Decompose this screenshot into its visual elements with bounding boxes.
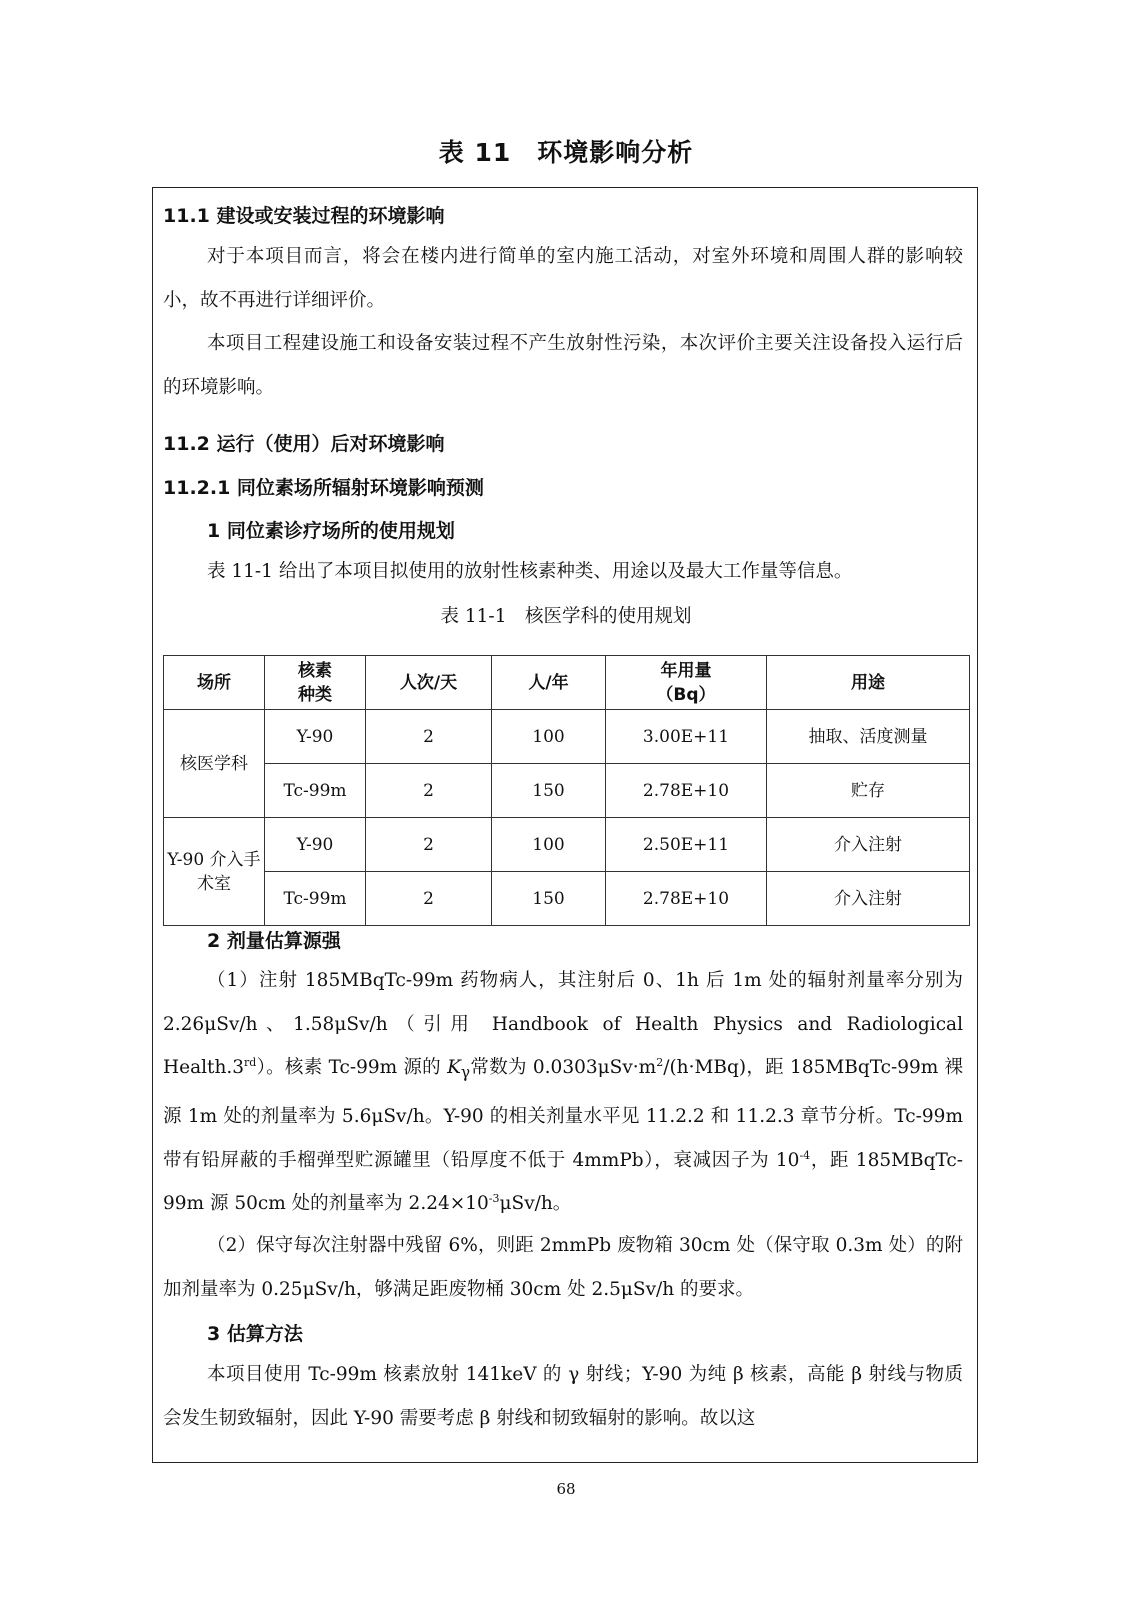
- text-run: μSv/h。: [499, 1193, 572, 1215]
- page-title: 表 11 环境影响分析: [438, 138, 694, 167]
- cell-annual: 2.50E+11: [606, 818, 767, 872]
- cell-per-day: 2: [366, 872, 492, 926]
- table-row: [164, 710, 970, 764]
- header-use: 用途: [767, 656, 970, 710]
- text-run: ）。核素 Tc-99m 源的: [256, 1057, 448, 1078]
- section-heading-11-1: 11.1 建设或安装过程的环境影响: [163, 205, 445, 227]
- table-row: [164, 872, 970, 926]
- cell-annual: 2.78E+10: [606, 764, 767, 818]
- cell-use: 抽取、活度测量: [767, 710, 970, 764]
- cell-annual: 2.78E+10: [606, 872, 767, 926]
- item-heading-3: 3 估算方法: [207, 1323, 303, 1345]
- paragraph-source-strength-1: [163, 959, 963, 1226]
- superscript: -4: [799, 1148, 811, 1162]
- paragraph-item1: 表 11-1 给出了本项目拟使用的放射性核素种类、用途以及最大工作量等信息。: [207, 561, 853, 582]
- header-site: 场所: [164, 656, 265, 710]
- paragraph-11-1-a: 对于本项目而言，将会在楼内进行简单的室内施工活动，对室外环境和周围人群的影响较小，故不再进行详细评价。: [163, 246, 963, 311]
- header-per-year: 人/年: [492, 656, 606, 710]
- superscript: 2: [656, 1055, 664, 1069]
- subsection-heading-11-2-1: 11.2.1 同位素场所辐射环境影响预测: [163, 477, 484, 499]
- superscript: -3: [488, 1192, 500, 1206]
- cell-nuclide: Tc-99m: [265, 872, 366, 926]
- table-header-row: [164, 656, 970, 710]
- item-heading-1: 1 同位素诊疗场所的使用规划: [207, 520, 455, 542]
- subscript: γ: [460, 1063, 471, 1082]
- paragraph-method: 本项目使用 Tc-99m 核素放射 141keV 的 γ 射线；Y-90 为纯 β 核素，高能 β 射线与物质会发生韧致辐射，因此 Y-90 需要考虑 β 射线和韧致辐射的影响。故以这: [163, 1364, 963, 1429]
- cell-per-year: 150: [492, 764, 606, 818]
- header-nuclide-line2: 种类: [298, 684, 332, 705]
- cell-use: 介入注射: [767, 872, 970, 926]
- table-row: [164, 818, 970, 872]
- header-annual-line1: 年用量: [660, 660, 712, 681]
- cell-nuclide: Tc-99m: [265, 764, 366, 818]
- cell-per-day: 2: [366, 818, 492, 872]
- cell-nuclide: Y-90: [265, 710, 366, 764]
- cell-use: 贮存: [767, 764, 970, 818]
- cell-per-year: 100: [492, 818, 606, 872]
- item-heading-2: 2 剂量估算源强: [207, 930, 341, 952]
- text-run: ，距 185MBqTc-99m 源 50cm 处的剂量率为 2.24×10: [163, 1149, 964, 1215]
- paragraph-source-strength-2: （2）保守每次注射器中残留 6%，则距 2mmPb 废物箱 30cm 处（保守取 0.3m 处）的附加剂量率为 0.25μSv/h，够满足距废物桶 30cm 处 2.5μSv/h 的要求。: [163, 1235, 963, 1300]
- cell-per-year: 150: [492, 872, 606, 926]
- section-heading-11-2: 11.2 运行（使用）后对环境影响: [163, 433, 445, 455]
- page-number: 68: [556, 1480, 576, 1498]
- paragraph-11-1-b: 本项目工程建设施工和设备安装过程不产生放射性污染，本次评价主要关注设备投入运行后的环境影响。: [163, 333, 963, 398]
- header-annual-usage: [606, 656, 767, 710]
- text-run: （1）注射 185MBqTc-99m 药物病人，其注射后 0、1h 后 1m 处的辐射剂量率分别为 2.26μSv/h、1.58μSv/h（引用 Handbook of Health Physics and Radiological Health.3: [163, 970, 963, 1078]
- cell-annual: 3.00E+11: [606, 710, 767, 764]
- header-nuclide: [265, 656, 366, 710]
- cell-site: Y-90 介入手术室: [164, 818, 265, 926]
- cell-per-year: 100: [492, 710, 606, 764]
- cell-nuclide: Y-90: [265, 818, 366, 872]
- k-gamma-symbol: K: [447, 1057, 461, 1078]
- table-caption: 表 11-1 核医学科的使用规划: [440, 606, 692, 627]
- header-annual-line2: （Bq）: [656, 684, 716, 705]
- superscript: rd: [244, 1055, 257, 1069]
- cell-per-day: 2: [366, 764, 492, 818]
- cell-site: 核医学科: [164, 710, 265, 818]
- content-frame: [152, 187, 978, 1463]
- table-row: [164, 764, 970, 818]
- usage-table: [163, 655, 970, 926]
- cell-per-day: 2: [366, 710, 492, 764]
- header-nuclide-line1: 核素: [298, 660, 332, 681]
- text-run: /(h·MBq)，距 185MBqTc-99m 裸源 1m 处的剂量率为 5.6μSv/h。Y-90 的相关剂量水平见 11.2.2 和 11.2.3 章节分析。Tc-99m 带有铅屏蔽的手榴弹型贮源罐里（铅厚度不低于 4mmPb），衰减因子为 10: [163, 1057, 963, 1171]
- cell-use: 介入注射: [767, 818, 970, 872]
- header-per-day: 人次/天: [366, 656, 492, 710]
- text-run: 常数为 0.0303μSv·m: [470, 1057, 657, 1078]
